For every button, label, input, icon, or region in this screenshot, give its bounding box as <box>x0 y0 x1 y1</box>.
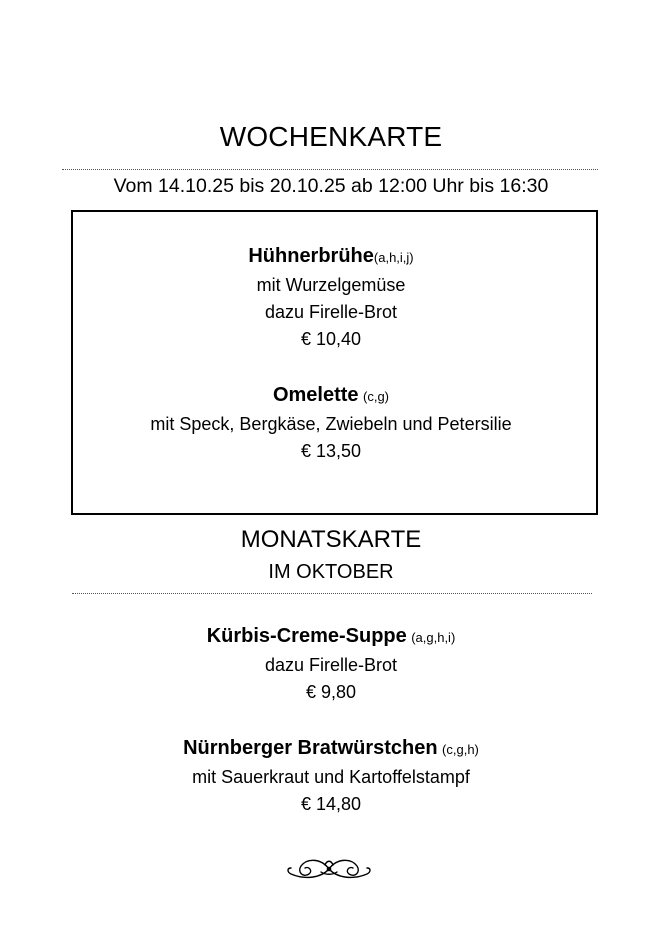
dish-title <box>0 380 662 412</box>
dish-description: mit Speck, Bergkäse, Zwiebeln und Petersilie <box>150 414 512 434</box>
weekly-menu-title: WOCHENKARTE <box>219 121 443 152</box>
dish-description: mit Wurzelgemüse <box>256 275 406 295</box>
dish-price: € 9,80 <box>305 682 357 702</box>
dish-title <box>0 733 662 765</box>
monthly-menu-subtitle: IM OKTOBER <box>268 561 394 583</box>
dish-description: dazu Firelle-Brot <box>264 302 398 322</box>
flourish-ornament-icon <box>281 852 377 886</box>
dish-name: Kürbis-Creme-Suppe <box>206 625 407 647</box>
dish-price: € 14,80 <box>300 794 362 814</box>
dish-name: Omelette <box>272 384 359 406</box>
dish-title <box>0 241 662 273</box>
divider <box>62 169 598 170</box>
dish-allergens: (a,g,h,i) <box>411 630 456 645</box>
dish-price: € 10,40 <box>300 329 362 349</box>
dish-allergens: (c,g,h) <box>442 742 479 757</box>
dish-price: € 13,50 <box>300 441 362 461</box>
dish-allergens: (a,h,i,j) <box>373 250 414 265</box>
divider <box>72 593 592 594</box>
weekly-date-range: Vom 14.10.25 bis 20.10.25 ab 12:00 Uhr bis 16:30 <box>113 175 549 197</box>
dish-allergens: (c,g) <box>363 389 390 404</box>
monthly-menu-title: MONATSKARTE <box>240 526 422 553</box>
dish-description: dazu Firelle-Brot <box>264 655 398 675</box>
dish-name: Nürnberger Bratwürstchen <box>183 737 438 759</box>
dish-title <box>0 621 662 653</box>
dish-name: Hühnerbrühe <box>248 245 374 267</box>
dish-description: mit Sauerkraut und Kartoffelstampf <box>192 767 470 787</box>
